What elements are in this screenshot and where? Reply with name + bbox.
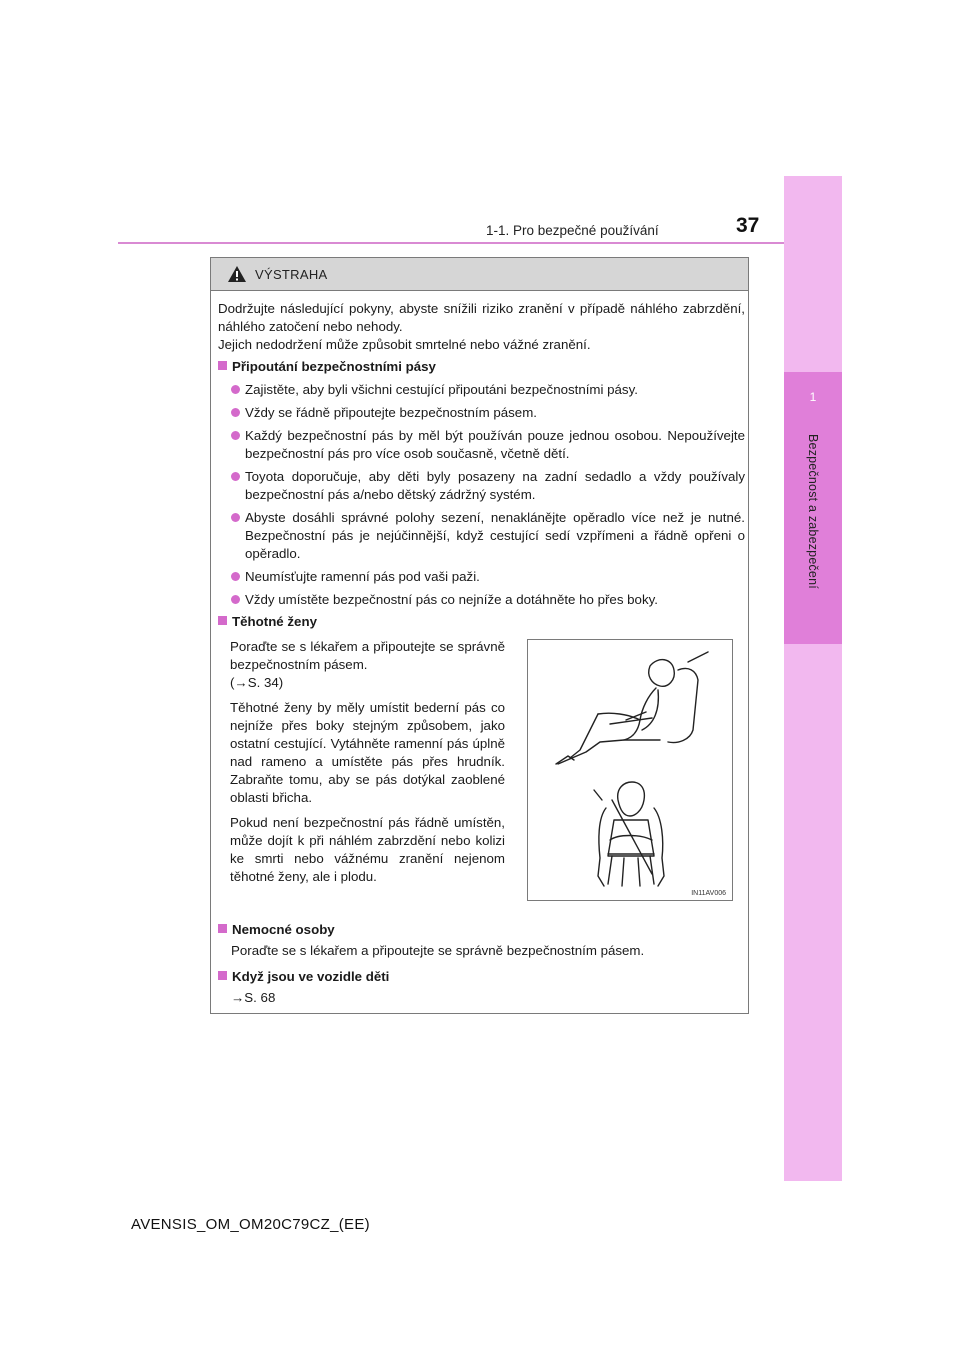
pregnant-text — [230, 638, 505, 893]
square-bullet-icon — [218, 971, 227, 980]
section-heading-text: Když jsou ve vozidle děti — [232, 969, 390, 984]
list-item — [218, 591, 745, 609]
intro-text: Dodržujte následující pokyny, abyste snížili riziko zranění v případě náhlého zabrzdění, náhlého zatočení nebo nehody. — [218, 301, 745, 334]
list-item — [218, 427, 745, 463]
section-title: 1-1. Pro bezpečné používání — [486, 223, 659, 238]
circle-bullet-icon — [231, 431, 240, 440]
list-item — [218, 468, 745, 504]
circle-bullet-icon — [231, 385, 240, 394]
list-item-text: Zajistěte, aby byli všichni cestující připoutáni bezpečnostními pásy. — [245, 382, 638, 397]
seated-woman-illustration — [528, 640, 732, 900]
chapter-title-vertical — [784, 434, 842, 634]
document-id: AVENSIS_OM_OM20C79CZ_(EE) — [131, 1216, 370, 1233]
warning-triangle-icon — [227, 265, 247, 283]
list-item — [218, 381, 745, 399]
section-heading-sick — [218, 921, 745, 939]
list-item-text: Neumísťujte ramenní pás pod vaši paži. — [245, 569, 480, 584]
list-item-text: Abyste dosáhli správné polohy sezení, nenaklánějte opěradlo více než je nutné. Bezpečnostní pás je nejúčinnější, když cestující sedí vzpřímeni a řádně opřeni o opěradlo. — [245, 510, 745, 561]
section-heading-pregnant — [218, 613, 745, 631]
section-heading-text: Nemocné osoby — [232, 922, 335, 937]
chapter-number: 1 — [809, 390, 817, 404]
pregnant-paragraph: Poraďte se s lékařem a připoutejte se správně bezpečnostním pásem. — [230, 639, 505, 672]
circle-bullet-icon — [231, 572, 240, 581]
square-bullet-icon — [218, 616, 227, 625]
page-reference: (→S. 34) — [230, 675, 284, 690]
list-item-text: Každý bezpečnostní pás by měl být používán pouze jednou osobou. Nepoužívejte bezpečnostní pás pro více osob současně, včetně dětí. — [245, 428, 745, 461]
sick-text: Poraďte se s lékařem a připoutejte se správně bezpečnostním pásem. — [231, 943, 645, 958]
section-heading-children — [218, 968, 745, 986]
intro-text: Jejich nedodržení může způsobit smrtelné nebo vážné zranění. — [218, 337, 591, 352]
section-heading-belts — [218, 358, 745, 376]
section-heading-text: Připoutání bezpečnostními pásy — [232, 359, 436, 374]
page-number: 37 — [736, 214, 760, 237]
list-item-text: Vždy umístěte bezpečnostní pás co nejníže a dotáhněte ho přes boky. — [245, 592, 658, 607]
pregnant-paragraph: Těhotné ženy by měly umístit bederní pás co nejníže přes boky stejným způsobem, jako ostatní cestující. Vytáhněte ramenní pás úplně nad rameno a umístěte pás přes hrudník. Zabraňte tomu, aby se pás dotýkal zaoblené oblasti břicha. — [230, 700, 505, 805]
list-item — [218, 509, 745, 563]
children-reference: →S. 68 — [231, 990, 276, 1005]
list-item-text: Toyota doporučuje, aby děti byly posazeny na zadní sedadlo a vždy používaly bezpečnostní pás a/nebo dětský zádržný systém. — [245, 469, 745, 502]
warning-lower-content — [218, 917, 745, 1007]
warning-header — [211, 258, 748, 291]
warning-content — [218, 300, 745, 631]
side-tab — [784, 176, 842, 1181]
list-item-text: Vždy se řádně připoutejte bezpečnostním pásem. — [245, 405, 537, 420]
square-bullet-icon — [218, 361, 227, 370]
warning-title: VÝSTRAHA — [255, 266, 328, 282]
circle-bullet-icon — [231, 513, 240, 522]
circle-bullet-icon — [231, 595, 240, 604]
warning-box — [210, 257, 749, 1014]
chapter-title: Bezpečnost a zabezpečení — [806, 434, 820, 589]
square-bullet-icon — [218, 924, 227, 933]
pregnant-paragraph: Pokud není bezpečnostní pás řádně umístěn, může dojít k při náhlém zabrzdění nebo kolizi ke smrti nebo vážnému zranění nejenom těhotné ženy, ale i plodu. — [230, 815, 505, 884]
seatbelt-illustration — [527, 639, 733, 901]
list-item — [218, 404, 745, 422]
list-item — [218, 568, 745, 586]
section-heading-text: Těhotné ženy — [232, 614, 317, 629]
header-rule — [118, 242, 784, 244]
circle-bullet-icon — [231, 408, 240, 417]
figure-code: IN11AV006 — [691, 890, 726, 897]
circle-bullet-icon — [231, 472, 240, 481]
